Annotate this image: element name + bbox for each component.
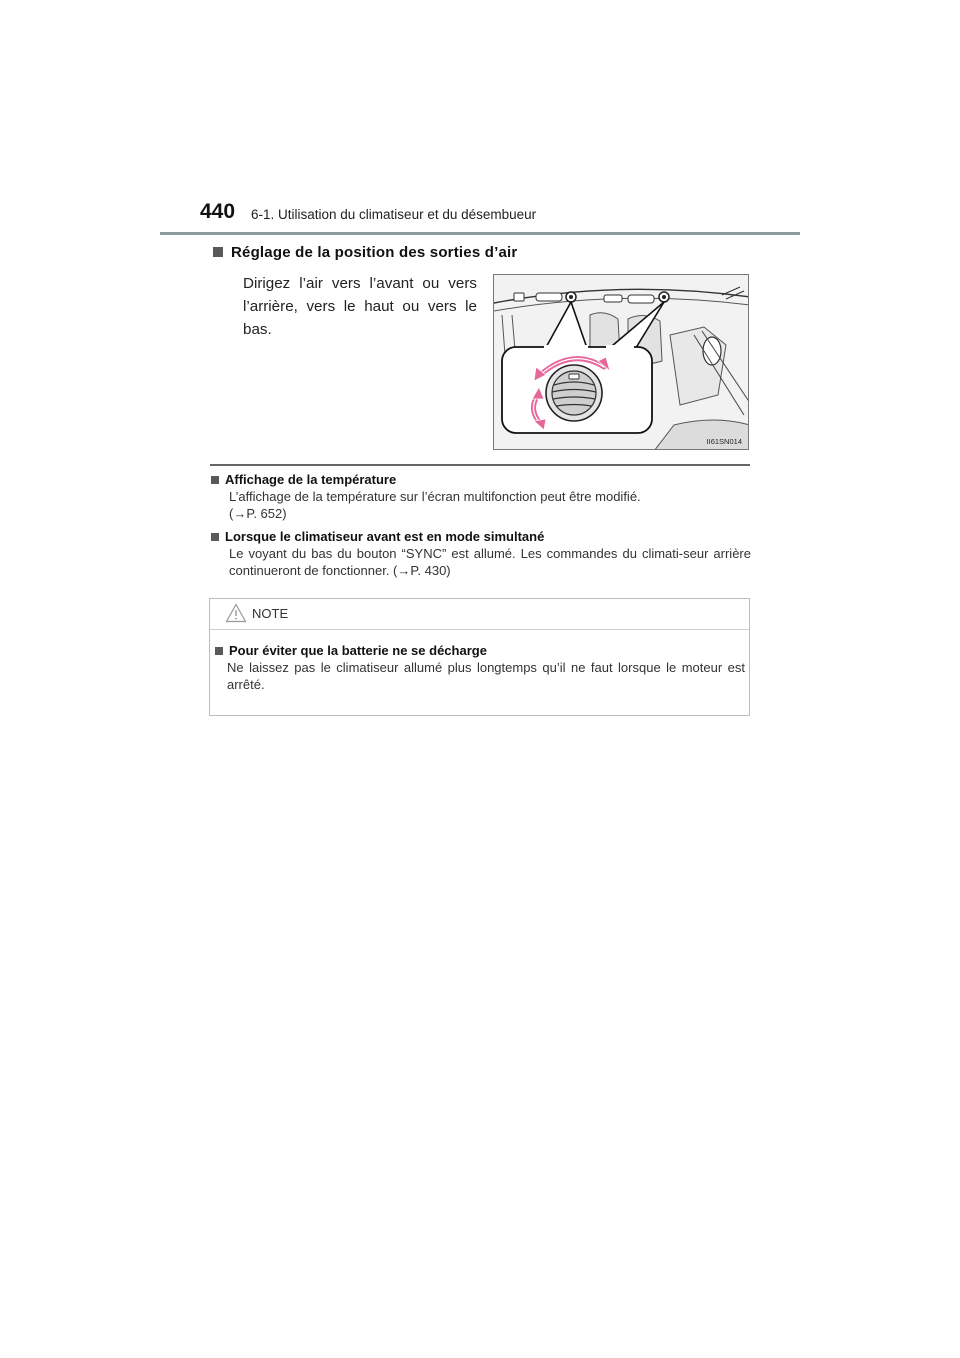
info-item-sync-mode: [211, 529, 751, 579]
square-bullet-icon: [211, 533, 219, 541]
intro-paragraph: Dirigez l’air vers l’avant ou vers l’arrière, vers le haut ou vers le bas.: [243, 275, 477, 338]
main-heading-text: Réglage de la position des sorties d’air: [231, 244, 518, 261]
vent-illustration: [493, 274, 749, 450]
info-body-line: L’affichage de la température sur l’écran multifonction peut être modifié.: [229, 489, 641, 504]
warning-triangle-icon: [225, 603, 247, 623]
note-title-text: Pour éviter que la batterie ne se décharge: [229, 643, 487, 658]
section-divider: [210, 464, 750, 466]
info-body: Le voyant du bas du bouton “SYNC” est allumé. Les commandes du climati-seur arrière continueront de fonctionner. (→P. 430): [229, 546, 751, 578]
main-heading: [213, 244, 517, 261]
info-item-temperature: [211, 472, 751, 522]
note-content: [215, 643, 745, 693]
note-body: Ne laissez pas le climatiseur allumé plus longtemps qu’il ne faut lorsque le moteur est arrêté.: [227, 660, 745, 692]
info-title: [211, 529, 751, 544]
note-title: [215, 643, 745, 658]
note-box: [209, 598, 750, 716]
square-bullet-icon: [213, 247, 223, 257]
square-bullet-icon: [215, 647, 223, 655]
info-title: [211, 472, 751, 487]
square-bullet-icon: [211, 476, 219, 484]
page-number: 440: [200, 200, 236, 223]
info-title-text: Lorsque le climatiseur avant est en mode simultané: [225, 529, 545, 544]
info-body: [229, 489, 751, 522]
header-rule: [160, 232, 800, 235]
vent-illustration-drawing: [494, 275, 749, 450]
note-label: NOTE: [252, 606, 289, 621]
page-reference: (→P. 652): [229, 505, 287, 521]
info-title-text: Affichage de la température: [225, 472, 397, 487]
note-header: [210, 599, 749, 630]
section-title: 6-1. Utilisation du climatiseur et du désembueur: [251, 207, 537, 222]
figure-code: II61SN014: [706, 437, 742, 446]
